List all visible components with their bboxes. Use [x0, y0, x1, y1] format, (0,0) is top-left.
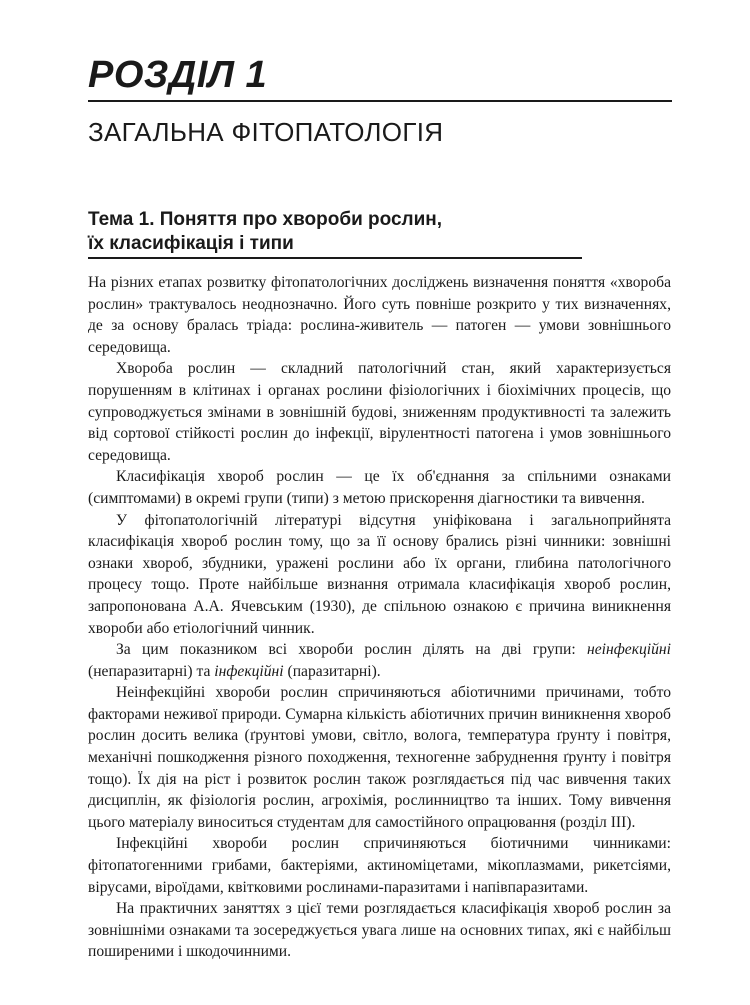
paragraph-1: На різних етапах розвитку фітопатологічних досліджень визначення поняття «хвороба рослин» трактувалось неоднозначно. Його суть повніше розкрито у тих визначеннях, де за основу бралась тріада: рослина-живитель — патоген — умови зовнішнього середовища.	[88, 274, 671, 356]
paragraph-8: На практичних заняттях з цієї теми розглядається класифікація хвороб рослин за зовнішніми ознаками та зосереджується увага лише на основних типах, які є найбільш поширеними і шкодочинними.	[88, 900, 671, 961]
paragraph-5-text-a: За цим показником всі хвороби рослин ділять на дві групи:	[116, 641, 587, 659]
paragraph-4: У фітопатологічній літературі відсутня уніфікована і загальноприйнята класифікація хвороб рослин тому, що за її основу брались різні чинники: зовнішні ознаки хвороб, збудники, уражені рослини або їх органи, глибина патологічного процесу тощо. Проте найбільше визнання отримала класифікація хвороб рослин, запропонована А.А. Ячевським (1930), де спільною ознакою є причина виникнення хвороби або етіологічний чинник.	[88, 511, 671, 637]
paragraph-7: Інфекційні хвороби рослин спричиняються біотичними чинниками: фітопатогенними грибами, бактеріями, актиноміцетами, мікоплазмами, рикетсіями, вірусами, віроїдами, квітковими рослинами-паразитами і напівпаразитами.	[88, 835, 671, 896]
paragraph-5	[88, 639, 671, 682]
paragraph-5-text-c: (непаразитарні) та	[88, 662, 215, 680]
topic-heading-line-1: Тема 1. Поняття про хвороби рослин,	[88, 209, 443, 230]
topic-heading-line-2: їх класифікація і типи	[88, 233, 294, 254]
chapter-divider	[88, 100, 672, 102]
topic-divider	[88, 257, 582, 259]
paragraph-2: Хвороба рослин — складний патологічний стан, який характеризується порушенням в клітинах і органах рослини фізіологічних і біохімічних процесів, що супроводжується змінами в зовнішній будові, зниженням продуктивності та залежить від сортової стійкості рослин до інфекції, вірулентності патогена і умов зовнішнього середовища.	[88, 360, 671, 464]
chapter-title: РОЗДІЛ 1	[88, 54, 268, 96]
body-text	[88, 272, 671, 963]
term-noninfectious: неінфекційні	[586, 641, 671, 659]
section-title: ЗАГАЛЬНА ФІТОПАТОЛОГІЯ	[88, 117, 444, 147]
paragraph-3: Класифікація хвороб рослин — це їх об'єднання за спільними ознаками (симптомами) в окремі групи (типи) з метою прискорення діагностики та вивчення.	[88, 468, 671, 507]
paragraph-5-text-e: (паразитарні).	[283, 662, 381, 680]
topic-heading	[88, 208, 588, 256]
term-infectious: інфекційні	[214, 662, 284, 680]
paragraph-6: Неінфекційні хвороби рослин спричиняються абіотичними причинами, тобто факторами неживої природи. Сумарна кількість абіотичних причин виникнення хвороб рослин досить велика (ґрунтові умови, світло, волога, температура ґрунту і повітря, механічні пошкодження різного походження, техногенне забруднення ґрунту і повітря тощо). Їх дія на ріст і розвиток рослин також розглядається під час вивчення таких дисциплін, як фізіологія рослин, агрохімія, рослинництво та інших. Тому вивчення цього матеріалу виноситься студентам для самостійного опрацювання (розділ III).	[88, 684, 671, 831]
